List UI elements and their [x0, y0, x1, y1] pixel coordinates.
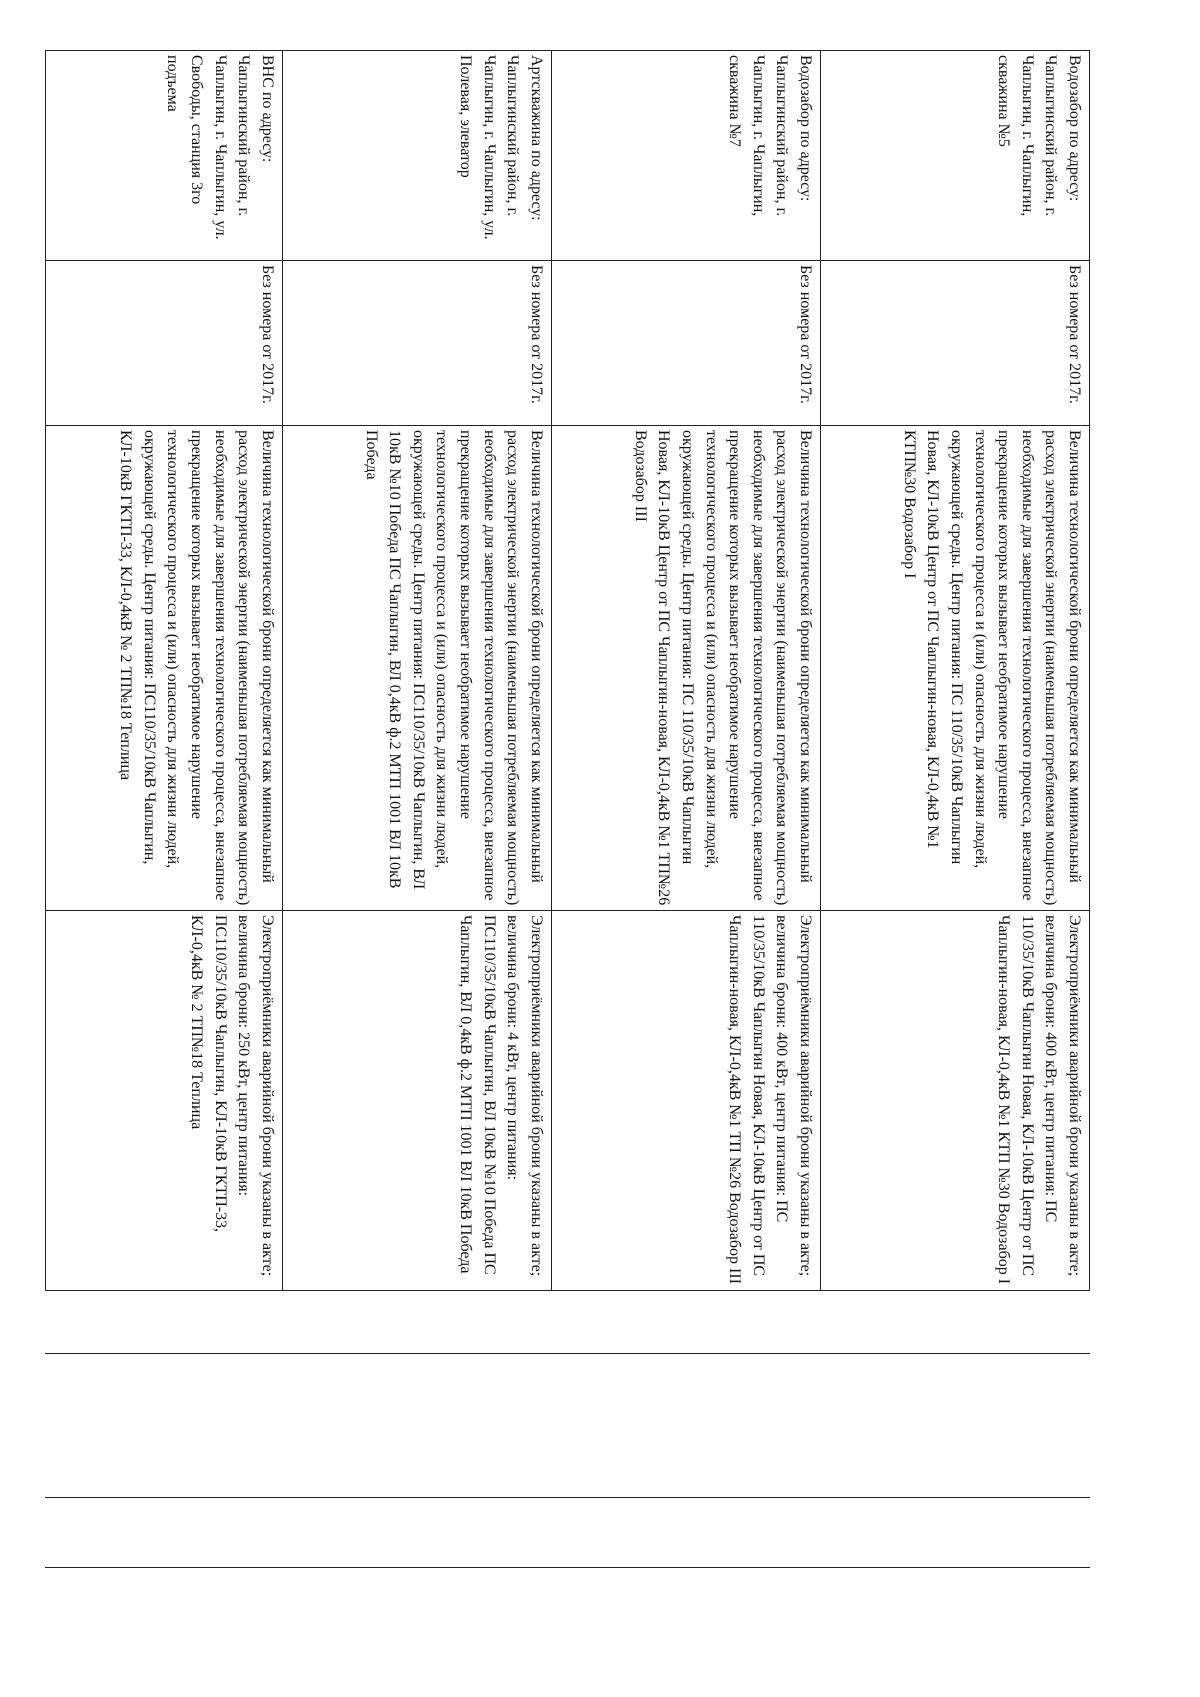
table-row	[282, 51, 551, 1291]
horizontal-rule	[45, 1567, 1090, 1568]
tech-reserve-cell: Величина технологической брони определяется как минимальный расход электрической энергии (наименьшая потребляемая мощность) необходимые для завершения технологического процесса, внезапное прекращение которых вызывает необратимое нарушение технологического процесса и (или) опасность для жизни людей, окружающей среды. Центр питания: ПС110/35/10кВ Чаплыгин, КЛ-10кВ ГКТП-33, КЛ-0,4кВ № 2 ТП№18 Теплица	[46, 426, 283, 911]
tech-reserve-cell: Величина технологической брони определяется как минимальный расход электрической энергии (наименьшая потребляемая мощность) необходимые для завершения технологического процесса, внезапное прекращение которых вызывает необратимое нарушение технологического процесса и (или) опасность для жизни людей, окружающей среды. Центр питания: ПС110/35/10кВ Чаплыгин, ВЛ 10кВ №10 Победа ПС Чаплыгин, ВЛ 0,4кВ ф.2 МТП 1001 ВЛ 10кВ Победа	[282, 426, 551, 911]
act-cell: Без номера от 2017г.	[46, 261, 283, 426]
act-cell: Без номера от 2017г.	[820, 261, 1089, 426]
reserve-table	[45, 50, 1090, 1291]
object-cell: ВНС по адресу: Чаплыгинский район, г. Чаплыгин, г. Чаплыгин, ул. Свободы, станция 3го подъема	[46, 51, 283, 261]
table-row	[551, 51, 820, 1291]
table-row	[820, 51, 1089, 1291]
act-cell: Без номера от 2017г.	[282, 261, 551, 426]
object-cell: Водозабор по адресу: Чаплыгинский район, г. Чаплыгин, г. Чаплыгин, скважина №5	[820, 51, 1089, 261]
tech-reserve-cell: Величина технологической брони определяется как минимальный расход электрической энергии (наименьшая потребляемая мощность) необходимые для завершения технологического процесса, внезапное прекращение которых вызывает необратимое нарушение технологического процесса и (или) опасность для жизни людей, окружающей среды. Центр питания: ПС 110/35/10кВ Чаплыгин Новая, КЛ-10кВ Центр от ПС Чаплыгин-новая, КЛ-0,4кВ №1 КТП№30 Водозабор I	[820, 426, 1089, 911]
object-cell: Артскважина по адресу: Чаплыгинский район, г. Чаплыгин, г. Чаплыгин, ул. Полевая, элеватор	[282, 51, 551, 261]
emergency-reserve-cell: Электроприёмники аварийной брони указаны в акте; величина брони: 4 кВт, центр питания: ПС110/35/10кВ Чаплыгин, ВЛ 10кВ №10 Победа ПС Чаплыгин, ВЛ 0,4кВ ф.2 МТП 1001 ВЛ 10кВ Победа	[282, 911, 551, 1291]
rotated-page-content	[45, 50, 1090, 1290]
tech-reserve-cell: Величина технологической брони определяется как минимальный расход электрической энергии (наименьшая потребляемая мощность) необходимые для завершения технологического процесса, внезапное прекращение которых вызывает необратимое нарушение технологического процесса и (или) опасность для жизни людей, окружающей среды. Центр питания: ПС 110/35/10кВ Чаплыгин Новая, КЛ-10кВ Центр от ПС Чаплыгин-новая, КЛ-0,4кВ №1 ТП№26 Водозабор III	[551, 426, 820, 911]
emergency-reserve-cell: Электроприёмники аварийной брони указаны в акте; величина брони: 400 кВт, центр питания: ПС 110/35/10кВ Чаплыгин Новая, КЛ-10кВ Центр от ПС Чаплыгин-новая, КЛ-0,4кВ №1 КТП №30 Водозабор I	[820, 911, 1089, 1291]
horizontal-rule	[45, 1497, 1090, 1498]
table-row	[46, 51, 283, 1291]
horizontal-rule	[45, 1353, 1090, 1354]
emergency-reserve-cell: Электроприёмники аварийной брони указаны в акте; величина брони: 250 кВт, центр питания: ПС110/35/10кВ Чаплыгин, КЛ-10кВ ГКТП-33, КЛ-0,4кВ № 2 ТП№18 Теплица	[46, 911, 283, 1291]
emergency-reserve-cell: Электроприёмники аварийной брони указаны в акте; величина брони: 400 кВт, центр питания: ПС 110/35/10кВ Чаплыгин Новая, КЛ-10кВ Центр от ПС Чаплыгин-новая, КЛ-0,4кВ №1 ТП №26 Водозабор III	[551, 911, 820, 1291]
act-cell: Без номера от 2017г.	[551, 261, 820, 426]
object-cell: Водозабор по адресу: Чаплыгинский район, г. Чаплыгин, г. Чаплыгин, скважина №7	[551, 51, 820, 261]
